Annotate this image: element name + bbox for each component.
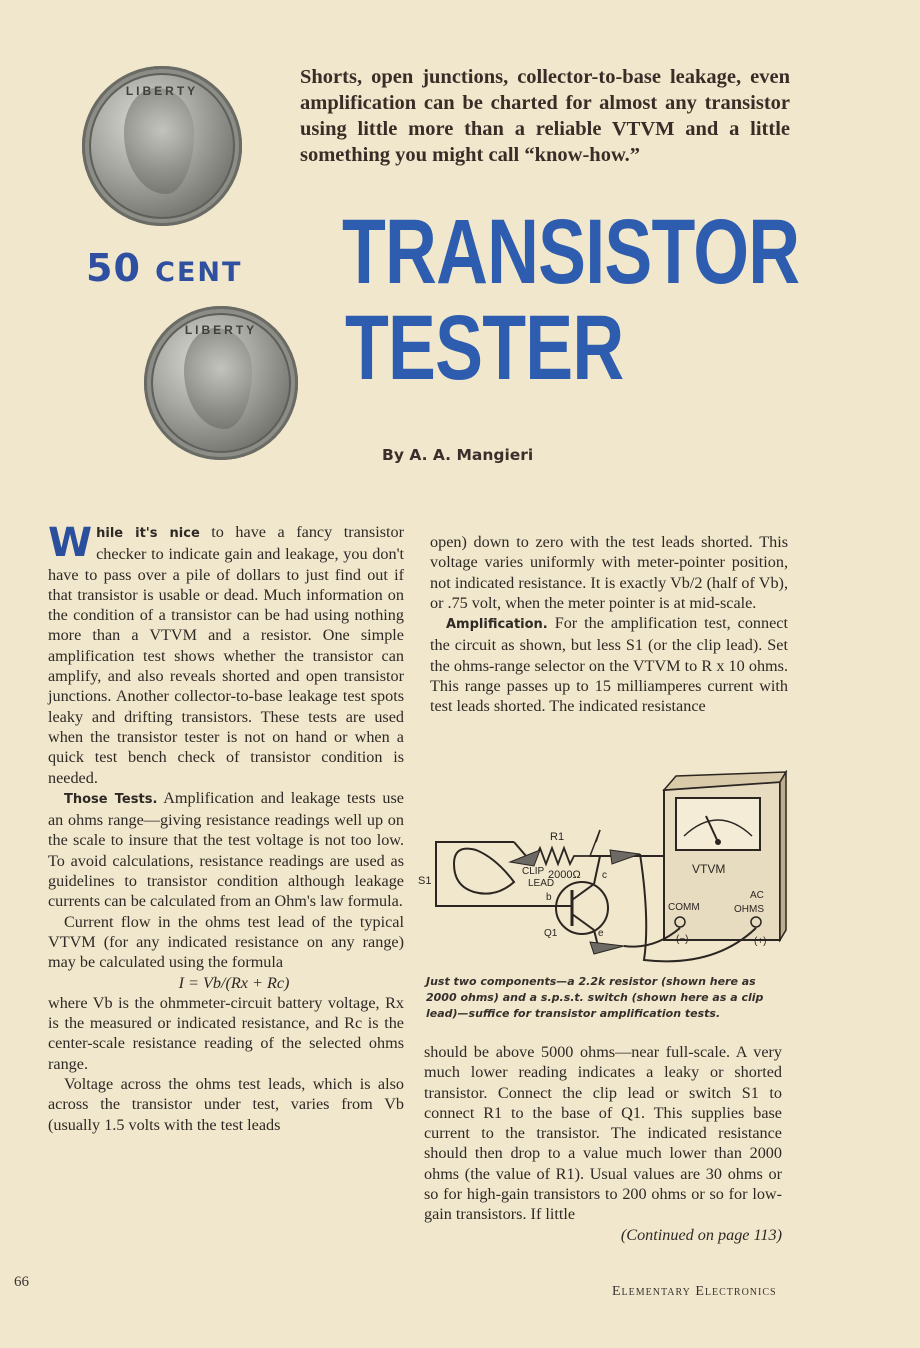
base-label: b (546, 892, 552, 903)
title-prefix (86, 246, 242, 290)
continued-note: (Continued on page 113) (620, 1225, 782, 1244)
lead-label: LEAD (528, 878, 555, 889)
r1-label: R1 (550, 831, 565, 843)
paragraph-continued: should be above 5000 ohms—near full-scale. A very much lower reading indicates a leaky or shorted transistor. Connect the clip lead or switch S1 to connect R1 to the base of Q1. This supplies base current to the transistor. The indicated resistance should then drop to a value much lower than 2000 ohms (the value of R1). Usual values are 30 ohms or so for high-gain transistors to 200 ohms or so for low-gain transistors. If little (424, 1043, 782, 1224)
paragraph-open: open) down to zero with the test leads shorted. This voltage varies uniformly with meter-pointer position, not indicated resistance. It is exactly Vb/2 (half of Vb), or .75 volt, when the meter pointer is at mid-scale. (430, 533, 788, 612)
emitter-label: e (598, 928, 604, 939)
coin-rim-text: LIBERTY (125, 83, 199, 98)
figure-caption: Just two components—a 2.2k resistor (shown here as 2000 ohms) and a s.p.s.t. switch (shown here as a clip lead)—suffice for transistor amplification tests. (426, 975, 764, 1020)
minus-label: (−) (676, 934, 689, 945)
q1-label: Q1 (544, 928, 558, 939)
washington-profile (184, 328, 252, 430)
vtvm-label: VTVM (692, 862, 726, 876)
plus-label: (+) (754, 936, 767, 947)
ac-label: AC (750, 890, 764, 901)
ohms-label: OHMS (734, 904, 764, 915)
run-in-heading: Those Tests. (64, 791, 158, 807)
clip-lead-1 (510, 850, 540, 866)
paragraph-where: where Vb is the ohmmeter-circuit battery voltage, Rx is the measured or indicated resistance, and Rc is the center-scale resistance reading of the selected ohms range. (48, 993, 404, 1073)
quarter-coin-bottom (144, 306, 298, 460)
magazine-footer: Elementary Electronics (612, 1284, 777, 1299)
paragraph-intro (48, 522, 404, 788)
washington-profile (124, 88, 194, 194)
run-in-heading: Amplification. (446, 617, 548, 633)
paragraph-amplification (430, 613, 788, 716)
r1-value: 2000Ω (548, 869, 581, 881)
drop-cap: W (48, 520, 93, 566)
circuit-figure (414, 770, 790, 970)
left-column (48, 522, 404, 1135)
title-prefix-number: 50 (86, 246, 141, 290)
deck-text: Shorts, open junctions, collector-to-base leakage, even amplification can be charted for almost any transistor using little more than a reliable VTVM and a little something you might call “know-how.” (300, 66, 790, 166)
vtvm-meter (664, 772, 786, 940)
formula: I = Vb/(Rx + Rc) (178, 973, 290, 992)
quarter-coin-top (82, 66, 242, 226)
byline: By A. A. Mangieri (382, 446, 534, 464)
paragraph-text: Amplification and leakage tests use an ohms range—giving resistance readings well up on the scale to insure that the test voltage is not too low. To avoid calculations, resistance readings are used as guidelines to transistor condition although leakage currents can be calculated from an Ohm's law formula. (48, 788, 404, 911)
collector-label: c (602, 870, 607, 881)
run-in-heading: hile it's nice (96, 526, 200, 541)
title-line-1: TRANSISTOR (342, 201, 800, 303)
clip-label: CLIP (522, 866, 545, 877)
s1-wire (436, 852, 514, 906)
clip-lead-3 (590, 942, 624, 954)
coin-rim-text: LIBERTY (184, 322, 258, 337)
right-column-top (430, 532, 788, 717)
paragraph-text: For the amplification test, connect the circuit as shown, but less S1 (or the clip lead). Set the ohms-range selector on the VTVM to R x 10 ohms. This range passes up to 15 milliamperes current with test leads shorted. The indicated resistance (430, 614, 788, 716)
s1-label: S1 (418, 875, 432, 887)
page-number: 66 (14, 1274, 29, 1290)
paragraph-current-flow: Current flow in the ohms test lead of the typical VTVM (for any indicated resistance on any range) may be calculated using the formula (48, 912, 404, 972)
transistor-q1 (556, 882, 608, 934)
paragraph-voltage: Voltage across the ohms test leads, which is also across the transistor under test, varies from Vb (usually 1.5 volts with the test leads (48, 1075, 404, 1134)
comm-label: COMM (668, 902, 700, 913)
right-column-bottom (424, 1042, 782, 1245)
title-line-2: TESTER (345, 297, 624, 399)
paragraph-text: to have a fancy transistor checker to indicate gain and leakage, you don't have to pass over a pile of dollars to just find out if that transistor is usable or dead. Much information on the condition of a transistor can be had using nothing more than a VTVM and a resistor. One simple amplification test shows whether the transistor can amplify, and also reveals shorted and open transistor junctions. Another collector-to-base leakage test spots leaky and drifting transistors. These tests are used when the transistor tester is not on hand or when a quick test bench check of transistor condition is needed. (48, 523, 404, 787)
paragraph-those-tests (48, 788, 404, 912)
title-prefix-word: CENT (155, 257, 243, 288)
